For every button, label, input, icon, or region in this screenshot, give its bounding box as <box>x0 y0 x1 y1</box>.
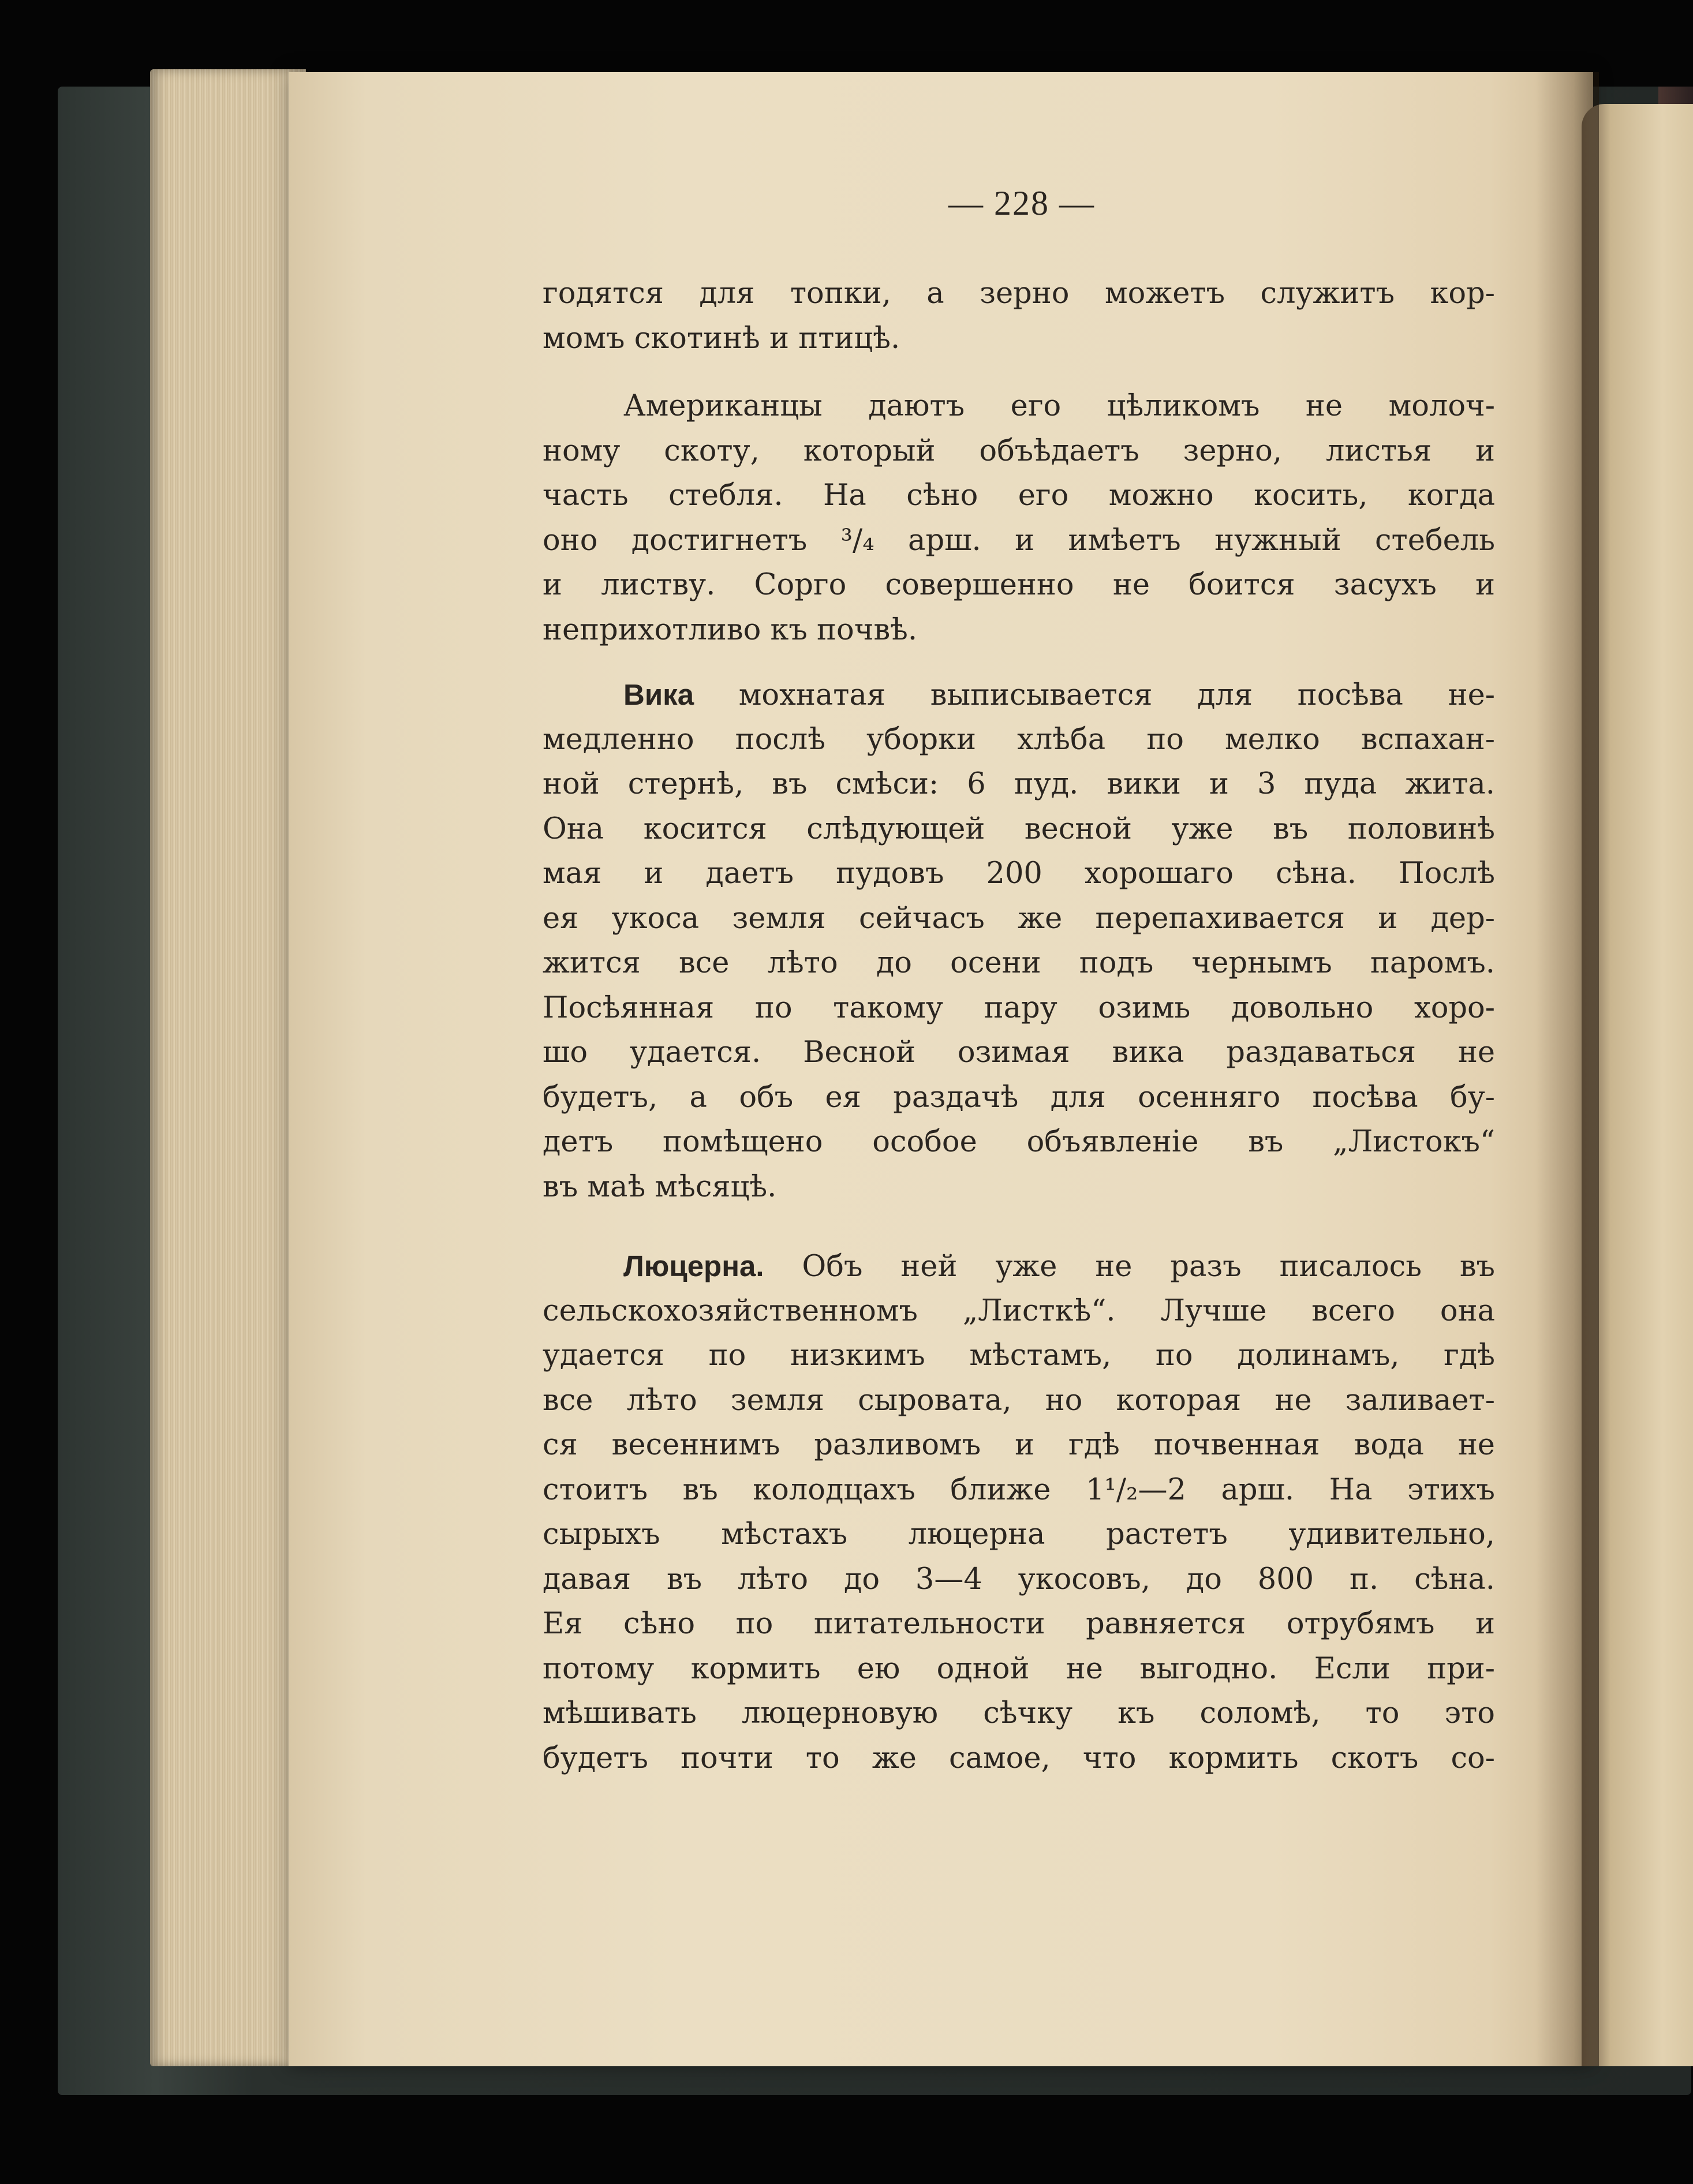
text-line: момъ скотинѣ и птицѣ. <box>543 321 900 356</box>
term-vika: Вика <box>623 678 694 711</box>
text-line <box>543 1244 1495 1289</box>
page-edges <box>150 69 306 2066</box>
text-line: давая въ лѣто до 3—4 укосовъ, до 800 п. сѣна. <box>543 1562 1495 1596</box>
paragraph-2 <box>543 384 1495 652</box>
text-line: ной стернѣ, въ смѣси: 6 пуд. вики и 3 пуда жита. <box>543 767 1495 801</box>
text-fragment: Объ ней уже не разъ писалось въ <box>764 1250 1495 1284</box>
paragraph-4 <box>543 1244 1495 1781</box>
text-line: медленно послѣ уборки хлѣба по мелко вспахан- <box>543 722 1495 757</box>
text-line: годятся для топки, а зерно можетъ служитъ кор- <box>543 276 1495 311</box>
text-line: и листву. Сорго совершенно не боится засухъ и <box>543 568 1495 602</box>
text-line: Ея сѣно по питательности равняется отрубямъ и <box>543 1607 1495 1641</box>
text-line: Посѣянная по такому пару озимь довольно хоро- <box>543 990 1495 1025</box>
text-line: детъ помѣщено особое объявленіе въ „Листокъ“ <box>543 1125 1495 1159</box>
text-line: ея укоса земля сейчасъ же перепахивается и дер- <box>543 901 1495 936</box>
text-line: будетъ почти то же самое, что кормить скотъ со- <box>543 1741 1495 1775</box>
text-line: удается по низкимъ мѣстамъ, по долинамъ, гдѣ <box>543 1338 1495 1373</box>
text-line: неприхотливо къ почвѣ. <box>543 612 918 647</box>
text-line: жится все лѣто до осени подъ чернымъ паромъ. <box>543 946 1495 980</box>
text-line: ному скоту, который объѣдаетъ зерно, листья и <box>543 433 1495 468</box>
text-line: оно достигнетъ ³/₄ арш. и имѣетъ нужный стебель <box>543 523 1495 558</box>
text-line: мая и даетъ пудовъ 200 хорошаго сѣна. Послѣ <box>543 857 1495 891</box>
text-line: ся весеннимъ разливомъ и гдѣ почвенная вода не <box>543 1428 1495 1462</box>
paragraph-1 <box>543 271 1495 361</box>
text-line: сырыхъ мѣстахъ люцерна растетъ удивительно, <box>543 1517 1495 1551</box>
paragraph-3 <box>543 672 1495 1209</box>
text-fragment: мохнатая выписывается для посѣва не- <box>694 678 1495 712</box>
text-line: потому кормить ею одной не выгодно. Если при- <box>543 1651 1495 1686</box>
text-line: стоитъ въ колодцахъ ближе 1¹/₂—2 арш. На этихъ <box>543 1472 1495 1507</box>
text-line: мѣшивать люцерновую сѣчку къ соломѣ, то это <box>543 1696 1495 1730</box>
text-line: шо удается. Весной озимая вика раздаваться не <box>543 1035 1495 1069</box>
text-line: часть стебля. На сѣно его можно косить, когда <box>543 478 1495 513</box>
text-line: сельскохозяйственномъ „Листкѣ“. Лучше всего она <box>543 1293 1495 1328</box>
text-line <box>543 672 1495 717</box>
term-lucerne: Люцерна. <box>623 1250 764 1282</box>
text-line: Она косится слѣдующей весной уже въ половинѣ <box>543 811 1495 846</box>
gutter-shadow <box>1535 72 1599 2066</box>
text-line: въ маѣ мѣсяцѣ. <box>543 1169 777 1204</box>
text-line: Американцы даютъ его цѣликомъ не молоч- <box>623 389 1495 423</box>
text-line: будетъ, а объ ея раздачѣ для осенняго посѣва бу- <box>543 1080 1495 1115</box>
text-line: все лѣто земля сыровата, но которая не заливает- <box>543 1383 1495 1418</box>
page-number: — 228 — <box>948 184 1095 222</box>
